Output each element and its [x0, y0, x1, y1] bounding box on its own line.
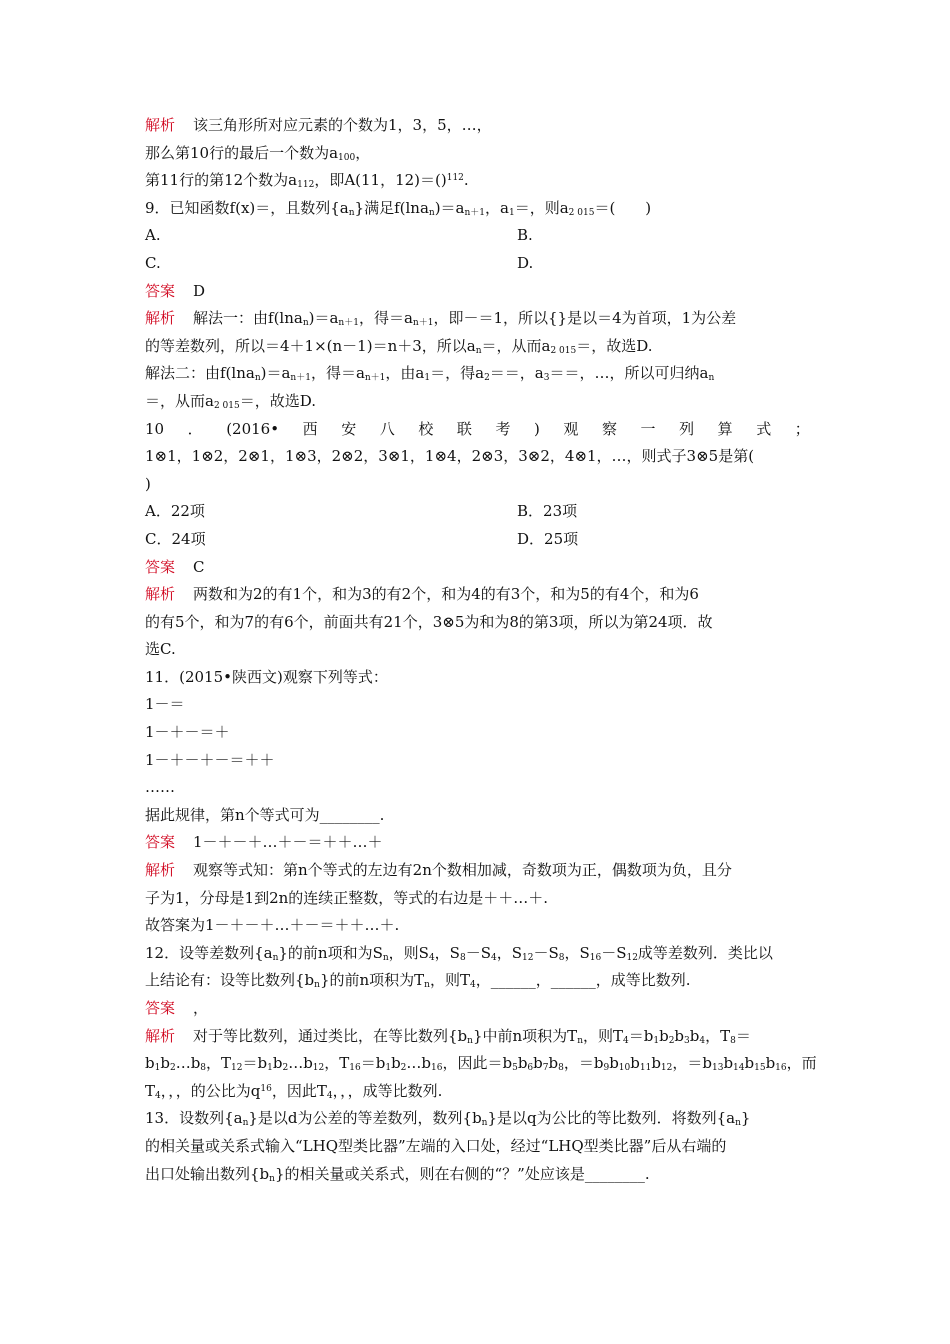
line-text: 11．(2015•陕西文)观察下列等式： — [145, 667, 388, 686]
subscript: 1 — [154, 1063, 161, 1074]
line-text: }是以d为公差的等差数列，数列{b — [248, 1109, 482, 1128]
line-text: 1－＝ — [145, 695, 185, 714]
text-line — [145, 222, 810, 250]
line-text: 解法一：由f(lna — [193, 309, 303, 328]
subscript: 2 015 — [213, 400, 240, 411]
line-text: ＝ — [735, 1026, 751, 1045]
justified-token: ； — [794, 419, 810, 438]
line-text: ，因此＝b — [442, 1054, 513, 1073]
subscript: 2 — [169, 1063, 176, 1074]
text-line — [145, 609, 810, 637]
line-text: ，即－＝1，所以{}是以＝4为首项，1为公差 — [433, 309, 737, 328]
text-line — [145, 967, 810, 995]
text-line — [145, 581, 810, 609]
text-line — [145, 719, 810, 747]
line-text: ，则S — [388, 943, 429, 962]
text-line — [145, 747, 810, 775]
line-text: ，则T — [429, 971, 470, 990]
line-text: ， — [355, 143, 371, 162]
text-line — [145, 1023, 810, 1051]
subscript: 2 — [668, 1035, 675, 1046]
line-text: ＝，则a — [514, 198, 569, 217]
line-text: }的相关量或关系式，则在右侧的“？”处应该是________. — [274, 1164, 650, 1183]
line-text: . — [463, 171, 469, 190]
subscript: 13 — [711, 1063, 724, 1074]
subscript: 2 — [484, 373, 490, 384]
line-text: b — [659, 1026, 669, 1045]
subscript: n — [382, 952, 389, 963]
subscript: 3 — [684, 1035, 690, 1046]
superscript: 112 — [446, 173, 464, 184]
line-text: b — [517, 1054, 528, 1073]
text-line — [145, 1161, 810, 1189]
subscript: 12 — [521, 952, 534, 963]
subscript: 8 — [558, 952, 565, 963]
subscript: n — [254, 373, 261, 384]
text-line — [145, 195, 810, 223]
analysis-label: 解析 — [145, 585, 176, 604]
text-line — [145, 664, 810, 692]
subscript: 9 — [603, 1063, 610, 1074]
text-line — [145, 388, 810, 416]
subscript: n — [272, 952, 279, 963]
analysis-label: 解析 — [145, 116, 176, 134]
subscript: n — [577, 1035, 583, 1046]
subscript: n — [348, 207, 355, 218]
line-text: b — [630, 1054, 640, 1073]
text-line — [145, 498, 810, 526]
line-text: 的有5个，和为7的有6个，前面共有21个，3⊗5为和为8的第3项，所以为第24项．故 — [145, 612, 713, 631]
justified-token: 安 — [341, 419, 357, 438]
subscript: 4 — [428, 952, 435, 963]
superscript: 16 — [260, 1083, 272, 1094]
option-left: C. — [145, 253, 161, 272]
subscript: 100 — [338, 152, 356, 163]
line-text: C — [193, 557, 205, 576]
line-text: －S — [601, 943, 627, 962]
text-line — [145, 278, 810, 306]
line-text: ，______，______，成等比数列. — [475, 971, 691, 990]
document-body — [145, 112, 817, 1188]
line-text: ，得＝a — [310, 364, 365, 383]
analysis-label: 解析 — [145, 861, 176, 880]
subscript: 1 — [653, 1035, 660, 1046]
analysis-label: 解析 — [145, 309, 176, 328]
line-text: )＝a — [308, 309, 339, 328]
answer-label: 答案 — [145, 999, 176, 1017]
line-text: b — [533, 1054, 543, 1073]
option-left: A．22项 — [145, 502, 205, 521]
justified-token: ． — [187, 419, 203, 438]
justified-token: 式 — [756, 419, 772, 438]
justified-token: 联 — [456, 419, 472, 438]
text-line — [145, 1050, 817, 1078]
subscript: 16 — [431, 1063, 443, 1074]
subscript: 2 015 — [568, 207, 595, 218]
line-text: ，由a — [385, 364, 425, 383]
justified-token: ) — [534, 419, 540, 438]
option-right: B．23项 — [517, 502, 578, 521]
subscript: 4 — [469, 980, 476, 991]
justified-token: 八 — [379, 419, 395, 438]
line-text: ，T — [705, 1026, 731, 1045]
line-text: 的等差数列，所以＝4＋1×(n－1)＝n＋3，所以a — [145, 336, 476, 355]
subscript: 3 — [543, 373, 550, 384]
subscript: 11 — [639, 1063, 652, 1074]
line-text: b — [548, 1054, 559, 1073]
subscript: 8 — [200, 1063, 207, 1074]
subscript: n — [428, 207, 435, 218]
line-text: ，得＝a — [358, 309, 413, 328]
line-text: b — [145, 1054, 155, 1073]
option-right: D. — [517, 253, 534, 272]
line-text: )＝a — [434, 198, 465, 217]
text-line — [145, 140, 810, 168]
line-text: ，＝b — [563, 1054, 604, 1073]
justified-token: 算 — [717, 419, 733, 438]
subscript: 6 — [527, 1063, 534, 1074]
line-text: b — [765, 1054, 776, 1073]
justified-token: 观 — [563, 419, 579, 438]
line-text: ，a — [485, 198, 509, 217]
subscript: n＋1 — [338, 318, 359, 329]
subscript: 1 — [424, 373, 431, 384]
subscript: 12 — [231, 1063, 243, 1074]
subscript: 16 — [589, 952, 602, 963]
line-text: －S — [533, 943, 559, 962]
option-right: D．25项 — [517, 529, 579, 548]
line-text: 出口处输出数列{b — [145, 1164, 270, 1183]
line-text: ，因此T — [271, 1081, 327, 1100]
text-line — [145, 526, 810, 554]
subscript: n＋1 — [464, 207, 486, 218]
line-text: ＝b — [360, 1054, 386, 1073]
subscript: 15 — [754, 1063, 766, 1074]
line-text: ，，，成等比数列. — [332, 1081, 443, 1100]
analysis-label: 解析 — [145, 1026, 176, 1045]
subscript: n — [481, 1118, 488, 1129]
subscript: 16 — [349, 1063, 361, 1074]
line-text: }的前n项和为S — [278, 943, 383, 962]
line-text: }是以q为公比的等比数列．将数列{a — [487, 1109, 736, 1128]
line-text: ，则T — [582, 1026, 623, 1045]
line-text: ＝，从而a — [481, 336, 551, 355]
line-text: 1⊗1，1⊗2，2⊗1，1⊗3，2⊗2，3⊗1，1⊗4，2⊗3，3⊗2，4⊗1，…，则式子3⊗5是第( — [145, 447, 755, 466]
line-text: ，，，的公比为q — [160, 1081, 261, 1100]
subscript: n — [467, 1035, 473, 1046]
line-text: D — [193, 281, 206, 300]
text-line — [145, 1133, 810, 1161]
option-left: C．24项 — [145, 529, 206, 548]
text-line — [145, 995, 810, 1023]
option-right: B. — [517, 226, 533, 245]
line-text: 成等差数列．类比以 — [637, 943, 773, 962]
justified-token: 察 — [601, 419, 617, 438]
subscript: 7 — [542, 1063, 549, 1074]
subscript: 2 — [400, 1063, 407, 1074]
line-text: ，S — [564, 943, 590, 962]
text-line — [145, 636, 810, 664]
subscript: n — [708, 373, 715, 384]
line-text: 那么第10行的最后一个数为a — [145, 143, 339, 162]
line-text: …b — [406, 1054, 432, 1073]
subscript: 2 — [282, 1063, 289, 1074]
subscript: 4 — [699, 1035, 706, 1046]
line-text: 第11行的第12个数为a — [145, 171, 298, 190]
subscript: 8 — [459, 952, 466, 963]
line-text: ＝，故选D. — [239, 391, 316, 410]
line-text: )＝a — [260, 364, 291, 383]
line-text: 9．已知函数f(x)＝，且数列{a — [145, 198, 349, 217]
subscript: n — [269, 1173, 275, 1184]
line-text: b — [744, 1054, 755, 1073]
line-text: ，T — [206, 1054, 232, 1073]
line-text: }满足f(lna — [354, 198, 429, 217]
line-text: }的前n项积为T — [319, 971, 425, 990]
subscript: 4 — [490, 952, 497, 963]
text-line — [145, 416, 810, 444]
text-line — [145, 333, 810, 361]
justified-token: 考 — [495, 419, 511, 438]
justified-token: 列 — [679, 419, 695, 438]
text-line — [145, 167, 810, 195]
subscript: 4 — [623, 1035, 629, 1046]
subscript: 1 — [267, 1063, 273, 1074]
line-text: b — [674, 1026, 685, 1045]
subscript: 8 — [558, 1063, 564, 1074]
line-text: b — [651, 1054, 661, 1073]
line-text: ＝( ) — [594, 198, 652, 217]
subscript: 12 — [312, 1063, 325, 1074]
line-text: 解法二：由f(lna — [145, 364, 255, 383]
subscript: 16 — [775, 1063, 787, 1074]
line-text: ＝＝，…，所以可归纳a — [549, 364, 709, 383]
justified-token: (2016• — [226, 419, 280, 438]
justified-token: 校 — [418, 419, 434, 438]
text-line — [145, 885, 810, 913]
line-text: ＝b — [242, 1054, 268, 1073]
line-text: ，即A(11，12)＝() — [314, 171, 447, 190]
line-text: 子为1，分母是1到2n的连续正整数，等式的右边是＋＋…＋. — [145, 888, 549, 907]
line-text: b — [689, 1026, 700, 1045]
text-line — [145, 471, 810, 499]
line-text: b — [272, 1054, 283, 1073]
line-text: } — [740, 1109, 751, 1128]
justified-token: 10 — [145, 419, 165, 438]
answer-label: 答案 — [145, 281, 176, 300]
text-line — [145, 1078, 810, 1106]
answer-label: 答案 — [145, 833, 176, 852]
line-text: 上结论有：设等比数列{b — [145, 971, 315, 990]
line-text: 对于等比数列，通过类比，在等比数列{b — [193, 1026, 468, 1045]
line-text: 两数和为2的有1个，和为3的有2个，和为4的有3个，和为5的有4个，和为6 — [193, 585, 699, 604]
subscript: 2 015 — [550, 345, 577, 356]
text-line — [145, 305, 810, 333]
line-text: 1－＋－＝＋ — [145, 723, 230, 742]
subscript: n＋1 — [364, 373, 386, 384]
line-text: ，S — [496, 943, 522, 962]
line-text: 12．设等差数列{a — [145, 943, 273, 962]
subscript: 12 — [660, 1063, 673, 1074]
subscript: 112 — [297, 180, 315, 191]
line-text: …b — [288, 1054, 313, 1073]
line-text: 该三角形所对应元素的个数为1，3，5，…， — [193, 116, 492, 134]
line-text: …b — [175, 1054, 201, 1073]
line-text: ＝，故选D. — [576, 336, 653, 355]
line-text: 据此规律，第n个等式可为________. — [145, 805, 385, 824]
text-line — [145, 940, 810, 968]
subscript: 5 — [512, 1063, 518, 1074]
subscript: n — [242, 1118, 249, 1129]
subscript: 4 — [326, 1090, 333, 1101]
line-text: ＝b — [628, 1026, 654, 1045]
line-text: 观察等式知：第n个等式的左边有2n个数相加减，奇数项为正，偶数项为负，且分 — [193, 861, 732, 880]
line-text: 1－＋－＋…＋－＝＋＋…＋ — [193, 833, 383, 852]
text-line — [145, 829, 810, 857]
line-text: 13．设数列{a — [145, 1109, 243, 1128]
line-text: 故答案为1－＋－＋…＋－＝＋＋…＋. — [145, 916, 400, 935]
line-text: ，而 — [786, 1054, 817, 1073]
subscript: 12 — [626, 952, 638, 963]
text-line — [145, 857, 810, 885]
text-line — [145, 360, 810, 388]
subscript: 10 — [618, 1063, 631, 1074]
text-line — [145, 774, 810, 802]
text-line — [145, 912, 810, 940]
option-left: A. — [145, 226, 161, 245]
line-text: b — [723, 1054, 734, 1073]
line-text: T — [145, 1081, 156, 1100]
subscript: n＋1 — [412, 318, 434, 329]
subscript: 4 — [155, 1090, 161, 1101]
line-text: ＝，得a — [430, 364, 485, 383]
subscript: 1 — [385, 1063, 392, 1074]
line-text: b — [160, 1054, 170, 1073]
line-text: ， — [193, 999, 209, 1017]
line-text: ＝＝，a — [489, 364, 544, 383]
line-text: ) — [145, 474, 151, 493]
justified-token: 西 — [302, 419, 318, 438]
line-text: ，T — [324, 1054, 350, 1073]
text-line — [145, 112, 810, 140]
line-text: 1－＋－＋－＝＋＋ — [145, 750, 275, 769]
line-text: 选C. — [145, 640, 176, 659]
subscript: 8 — [730, 1035, 736, 1046]
answer-label: 答案 — [145, 557, 176, 576]
text-line — [145, 1105, 810, 1133]
line-text: ，S — [434, 943, 460, 962]
text-line — [145, 554, 810, 582]
line-text: }中前n项积为T — [472, 1026, 578, 1045]
line-text: 的相关量或关系式输入“LHQ型类比器”左端的入口处，经过“LHQ型类比器”后从右端的 — [145, 1136, 727, 1155]
subscript: n — [314, 980, 320, 991]
subscript: n — [735, 1118, 741, 1129]
text-line — [145, 691, 810, 719]
text-line — [145, 443, 810, 471]
line-text: …… — [145, 778, 175, 797]
subscript: 1 — [508, 207, 515, 218]
justified-token: 一 — [640, 419, 656, 438]
subscript: n — [424, 980, 430, 991]
line-text: －S — [465, 943, 491, 962]
text-line — [145, 802, 810, 830]
subscript: n＋1 — [290, 373, 311, 384]
line-text: b — [609, 1054, 619, 1073]
line-text: ＝，从而a — [145, 391, 214, 410]
line-text: ，＝b — [672, 1054, 712, 1073]
subscript: n — [475, 345, 482, 356]
subscript: 14 — [733, 1063, 745, 1074]
subscript: n — [302, 318, 309, 329]
line-text: b — [391, 1054, 401, 1073]
text-line — [145, 250, 810, 278]
